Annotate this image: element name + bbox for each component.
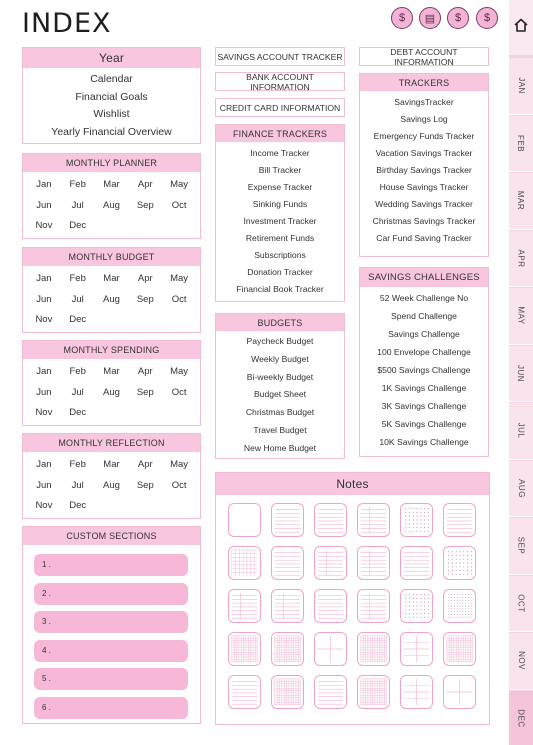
year-card <box>22 47 201 144</box>
tab-label: OCT <box>516 594 526 613</box>
monthly-planner-months <box>23 172 200 240</box>
budgets-card <box>215 313 345 459</box>
month-link[interactable]: Aug <box>103 199 120 211</box>
notes-template-thumbnail[interactable] <box>271 675 304 709</box>
money-bag-icon[interactable] <box>391 7 413 29</box>
month-link[interactable]: Apr <box>137 366 153 377</box>
month-link[interactable]: Mar <box>103 459 120 470</box>
tab-label: AUG <box>516 478 526 498</box>
notes-template-thumbnail[interactable] <box>228 589 261 623</box>
notes-template-thumbnail[interactable] <box>271 546 304 580</box>
tab-label: MAY <box>516 306 526 325</box>
finance-tracker-link[interactable]: Subscriptions <box>254 250 306 260</box>
home-icon <box>513 17 529 38</box>
monthly-spending-header[interactable]: MONTHLY SPENDING <box>23 341 200 359</box>
notes-template-thumbnail[interactable] <box>400 675 433 709</box>
monthly-reflection-months <box>23 452 200 520</box>
tab-oct[interactable] <box>509 576 533 633</box>
month-link[interactable]: Jan <box>36 179 52 190</box>
trackers-header: TRACKERS <box>360 74 488 91</box>
tab-label: DEC <box>516 709 526 728</box>
custom-section-item[interactable]: 4 . <box>34 640 188 662</box>
month-link[interactable]: May <box>170 273 189 284</box>
budget-link[interactable]: Christmas Budget <box>245 407 315 418</box>
notes-template-thumbnail[interactable] <box>357 632 390 666</box>
month-link[interactable]: Feb <box>69 179 86 190</box>
finance-tracker-link[interactable]: Financial Book Tracker <box>236 284 324 294</box>
month-link[interactable]: Dec <box>69 407 87 418</box>
notes-template-thumbnail[interactable] <box>400 632 433 666</box>
tracker-link[interactable]: Christmas Savings Tracker <box>372 216 476 226</box>
month-link[interactable]: Mar <box>103 273 120 284</box>
notes-template-thumbnail[interactable] <box>314 546 347 580</box>
month-link[interactable]: Apr <box>137 459 153 470</box>
year-link-calendar[interactable]: Calendar <box>90 73 133 85</box>
year-link-financial-goals[interactable]: Financial Goals <box>75 90 148 103</box>
tracker-link[interactable]: Car Fund Saving Tracker <box>376 233 472 243</box>
home-tab[interactable] <box>509 0 533 55</box>
challenge-link[interactable]: 52 Week Challenge No <box>379 293 469 303</box>
credit-card-info-link[interactable]: CREDIT CARD INFORMATION <box>215 98 345 117</box>
budgets-header: BUDGETS <box>216 314 344 331</box>
notes-template-thumbnail[interactable] <box>400 503 433 537</box>
budget-link[interactable]: New Home Budget <box>243 442 317 453</box>
notes-template-thumbnail[interactable] <box>314 632 347 666</box>
monthly-budget-months <box>23 266 200 334</box>
month-link[interactable]: Oct <box>171 199 187 211</box>
notes-template-thumbnail[interactable] <box>443 632 476 666</box>
finance-tracker-link[interactable]: Investment Tracker <box>243 216 317 226</box>
month-link[interactable]: Jun <box>36 199 52 211</box>
tab-label: NOV <box>516 651 526 671</box>
month-link[interactable]: Nov <box>35 314 53 325</box>
savings-challenges-header: SAVINGS CHALLENGES <box>360 268 488 287</box>
finance-tracker-link[interactable]: Sinking Funds <box>252 199 308 209</box>
tab-aug[interactable] <box>509 461 533 518</box>
month-link[interactable]: May <box>170 179 189 190</box>
month-link[interactable]: Feb <box>69 459 86 470</box>
month-link[interactable]: May <box>170 366 189 377</box>
notes-template-thumbnail[interactable] <box>271 503 304 537</box>
savings-account-tracker-link[interactable]: SAVINGS ACCOUNT TRACKER <box>215 47 345 66</box>
tracker-link[interactable]: Vacation Savings Tracker <box>375 148 473 158</box>
challenge-link[interactable]: 3K Savings Challenge <box>381 401 467 411</box>
monthly-spending-card <box>22 340 201 426</box>
month-link[interactable]: Dec <box>69 314 87 325</box>
notes-template-thumbnail[interactable] <box>314 675 347 709</box>
finance-tracker-link[interactable]: Donation Tracker <box>247 267 313 277</box>
tracker-link[interactable]: Emergency Funds Tracker <box>373 131 475 141</box>
tab-label: APR <box>516 249 526 268</box>
savings-challenges-card <box>359 267 489 457</box>
month-link[interactable]: Mar <box>103 179 120 190</box>
tracker-link[interactable]: SavingsTracker <box>394 97 454 107</box>
tab-label: JAN <box>516 77 526 95</box>
custom-sections-header: CUSTOM SECTIONS <box>23 527 200 545</box>
month-link[interactable]: Nov <box>35 407 53 418</box>
year-link-yearly-overview[interactable]: Yearly Financial Overview <box>51 125 172 138</box>
month-link[interactable]: Jul <box>71 479 84 491</box>
monthly-planner-header[interactable]: MONTHLY PLANNER <box>23 154 200 172</box>
tab-may[interactable] <box>509 288 533 345</box>
budget-link[interactable]: Bi-weekly Budget <box>246 371 314 382</box>
tracker-link[interactable]: Birthday Savings Tracker <box>376 165 472 175</box>
challenge-link[interactable]: 5K Savings Challenge <box>381 419 467 429</box>
notes-template-thumbnail[interactable] <box>271 632 304 666</box>
month-link[interactable]: Apr <box>137 179 153 190</box>
month-link[interactable]: Jan <box>36 459 52 470</box>
finance-tracker-link[interactable]: Bill Tracker <box>258 165 302 175</box>
month-link[interactable]: Dec <box>69 500 87 511</box>
tab-mar[interactable] <box>509 173 533 230</box>
month-link[interactable]: Oct <box>171 293 187 305</box>
month-link[interactable]: Jul <box>71 293 84 305</box>
month-link[interactable]: Oct <box>171 386 187 398</box>
month-link[interactable]: Sep <box>136 293 154 305</box>
hand-coin-glyph: $ <box>483 12 491 24</box>
tab-jan[interactable] <box>509 58 533 115</box>
month-link[interactable]: Jan <box>36 366 52 377</box>
monthly-budget-card <box>22 247 201 333</box>
cash-bag-icon[interactable] <box>447 7 469 29</box>
month-link[interactable]: Aug <box>103 479 120 491</box>
custom-section-item[interactable]: 2 . <box>34 583 188 605</box>
tracker-link[interactable]: House Savings Tracker <box>379 182 469 192</box>
month-link[interactable]: Feb <box>69 273 86 284</box>
wallet-icon[interactable] <box>419 7 441 29</box>
tab-label: JUN <box>516 364 526 382</box>
notes-template-thumbnail[interactable] <box>228 503 261 537</box>
notes-template-thumbnail[interactable] <box>228 632 261 666</box>
money-bag-glyph: $ <box>398 12 406 24</box>
notes-template-thumbnail[interactable] <box>357 675 390 709</box>
notes-template-thumbnail[interactable] <box>443 546 476 580</box>
custom-section-item[interactable]: 3 . <box>34 611 188 633</box>
monthly-reflection-card <box>22 433 201 519</box>
challenge-link[interactable]: 10K Savings Challenge <box>379 437 469 447</box>
month-link[interactable]: Sep <box>136 386 154 398</box>
notes-template-thumbnail[interactable] <box>228 546 261 580</box>
year-link-wishlist[interactable]: Wishlist <box>93 108 130 120</box>
wallet-glyph: ▤ <box>424 12 436 25</box>
month-link[interactable]: Jun <box>36 386 52 398</box>
year-header[interactable]: Year <box>23 48 200 68</box>
tab-label: SEP <box>516 536 526 555</box>
tab-label: JUL <box>516 422 526 439</box>
finance-trackers-header: FINANCE TRACKERS <box>216 125 344 142</box>
notes-template-thumbnail[interactable] <box>400 589 433 623</box>
custom-section-item[interactable]: 6 . <box>34 697 188 719</box>
month-link[interactable]: Apr <box>137 273 153 284</box>
month-link[interactable]: Jun <box>36 293 52 305</box>
month-link[interactable]: Jun <box>36 479 52 491</box>
debt-account-info-link[interactable]: DEBT ACCOUNT INFORMATION <box>359 47 489 66</box>
custom-sections-card <box>22 526 201 724</box>
notes-template-thumbnail[interactable] <box>228 675 261 709</box>
tracker-link[interactable]: Wedding Savings Tracker <box>375 199 473 209</box>
month-link[interactable]: May <box>170 459 189 470</box>
notes-template-thumbnail[interactable] <box>443 503 476 537</box>
budget-link[interactable]: Paycheck Budget <box>246 336 314 346</box>
month-link[interactable]: Mar <box>103 366 120 377</box>
month-link[interactable]: Sep <box>136 479 154 491</box>
finance-tracker-link[interactable]: Expense Tracker <box>247 182 313 192</box>
monthly-reflection-header[interactable]: MONTHLY REFLECTION <box>23 434 200 452</box>
cash-bag-glyph: $ <box>454 12 462 24</box>
notes-template-thumbnail[interactable] <box>314 589 347 623</box>
month-link[interactable]: Jul <box>71 386 84 398</box>
custom-section-item[interactable]: 1 . <box>34 554 188 576</box>
notes-template-thumbnail[interactable] <box>357 589 390 623</box>
tab-dec[interactable] <box>509 691 533 745</box>
notes-template-thumbnail[interactable] <box>357 503 390 537</box>
tab-label: FEB <box>516 134 526 152</box>
finance-tracker-link[interactable]: Income Tracker <box>250 148 310 158</box>
challenge-link[interactable]: 100 Envelope Challenge <box>377 347 471 357</box>
monthly-planner-card <box>22 153 201 239</box>
month-link[interactable]: Dec <box>69 220 87 231</box>
notes-template-thumbnail[interactable] <box>443 675 476 709</box>
monthly-budget-header[interactable]: MONTHLY BUDGET <box>23 248 200 266</box>
finance-trackers-card <box>215 124 345 302</box>
tab-nov[interactable] <box>509 633 533 690</box>
tab-jun[interactable] <box>509 346 533 403</box>
month-link[interactable]: Nov <box>35 500 53 511</box>
month-link[interactable]: Jan <box>36 273 52 284</box>
challenge-link[interactable]: 1K Savings Challenge <box>381 383 467 393</box>
challenge-link[interactable]: Spend Challenge <box>391 311 457 321</box>
month-link[interactable]: Sep <box>136 199 154 211</box>
tab-label: MAR <box>516 191 526 211</box>
month-link[interactable]: Jul <box>71 199 84 211</box>
budget-link[interactable]: Weekly Budget <box>251 353 309 364</box>
custom-section-item[interactable]: 5 . <box>34 668 188 690</box>
month-link[interactable]: Aug <box>103 293 120 305</box>
month-link[interactable]: Aug <box>103 386 120 398</box>
challenge-link[interactable]: $500 Savings Challenge <box>377 365 471 375</box>
tab-apr[interactable] <box>509 231 533 288</box>
notes-template-thumbnail[interactable] <box>314 503 347 537</box>
budget-link[interactable]: Budget Sheet <box>253 389 307 400</box>
budget-link[interactable]: Travel Budget <box>253 424 307 435</box>
bank-account-info-link[interactable]: BANK ACCOUNT INFORMATION <box>215 72 345 91</box>
tab-sep[interactable] <box>509 518 533 575</box>
challenge-link[interactable]: Savings Challenge <box>388 329 460 339</box>
notes-template-thumbnail[interactable] <box>357 546 390 580</box>
tab-jul[interactable] <box>509 403 533 460</box>
page-title: INDEX <box>22 8 112 39</box>
notes-template-thumbnail[interactable] <box>271 589 304 623</box>
month-link[interactable]: Feb <box>69 366 86 377</box>
month-link[interactable]: Nov <box>35 220 53 231</box>
notes-template-thumbnail[interactable] <box>400 546 433 580</box>
trackers-card <box>359 73 489 257</box>
monthly-spending-months <box>23 359 200 427</box>
tab-feb[interactable] <box>509 116 533 173</box>
notes-template-thumbnail[interactable] <box>443 589 476 623</box>
notes-header: Notes <box>216 473 489 495</box>
tracker-link[interactable]: Savings Log <box>400 114 448 124</box>
hand-coin-icon[interactable] <box>476 7 498 29</box>
finance-tracker-link[interactable]: Retirement Funds <box>245 233 315 243</box>
month-link[interactable]: Oct <box>171 479 187 491</box>
